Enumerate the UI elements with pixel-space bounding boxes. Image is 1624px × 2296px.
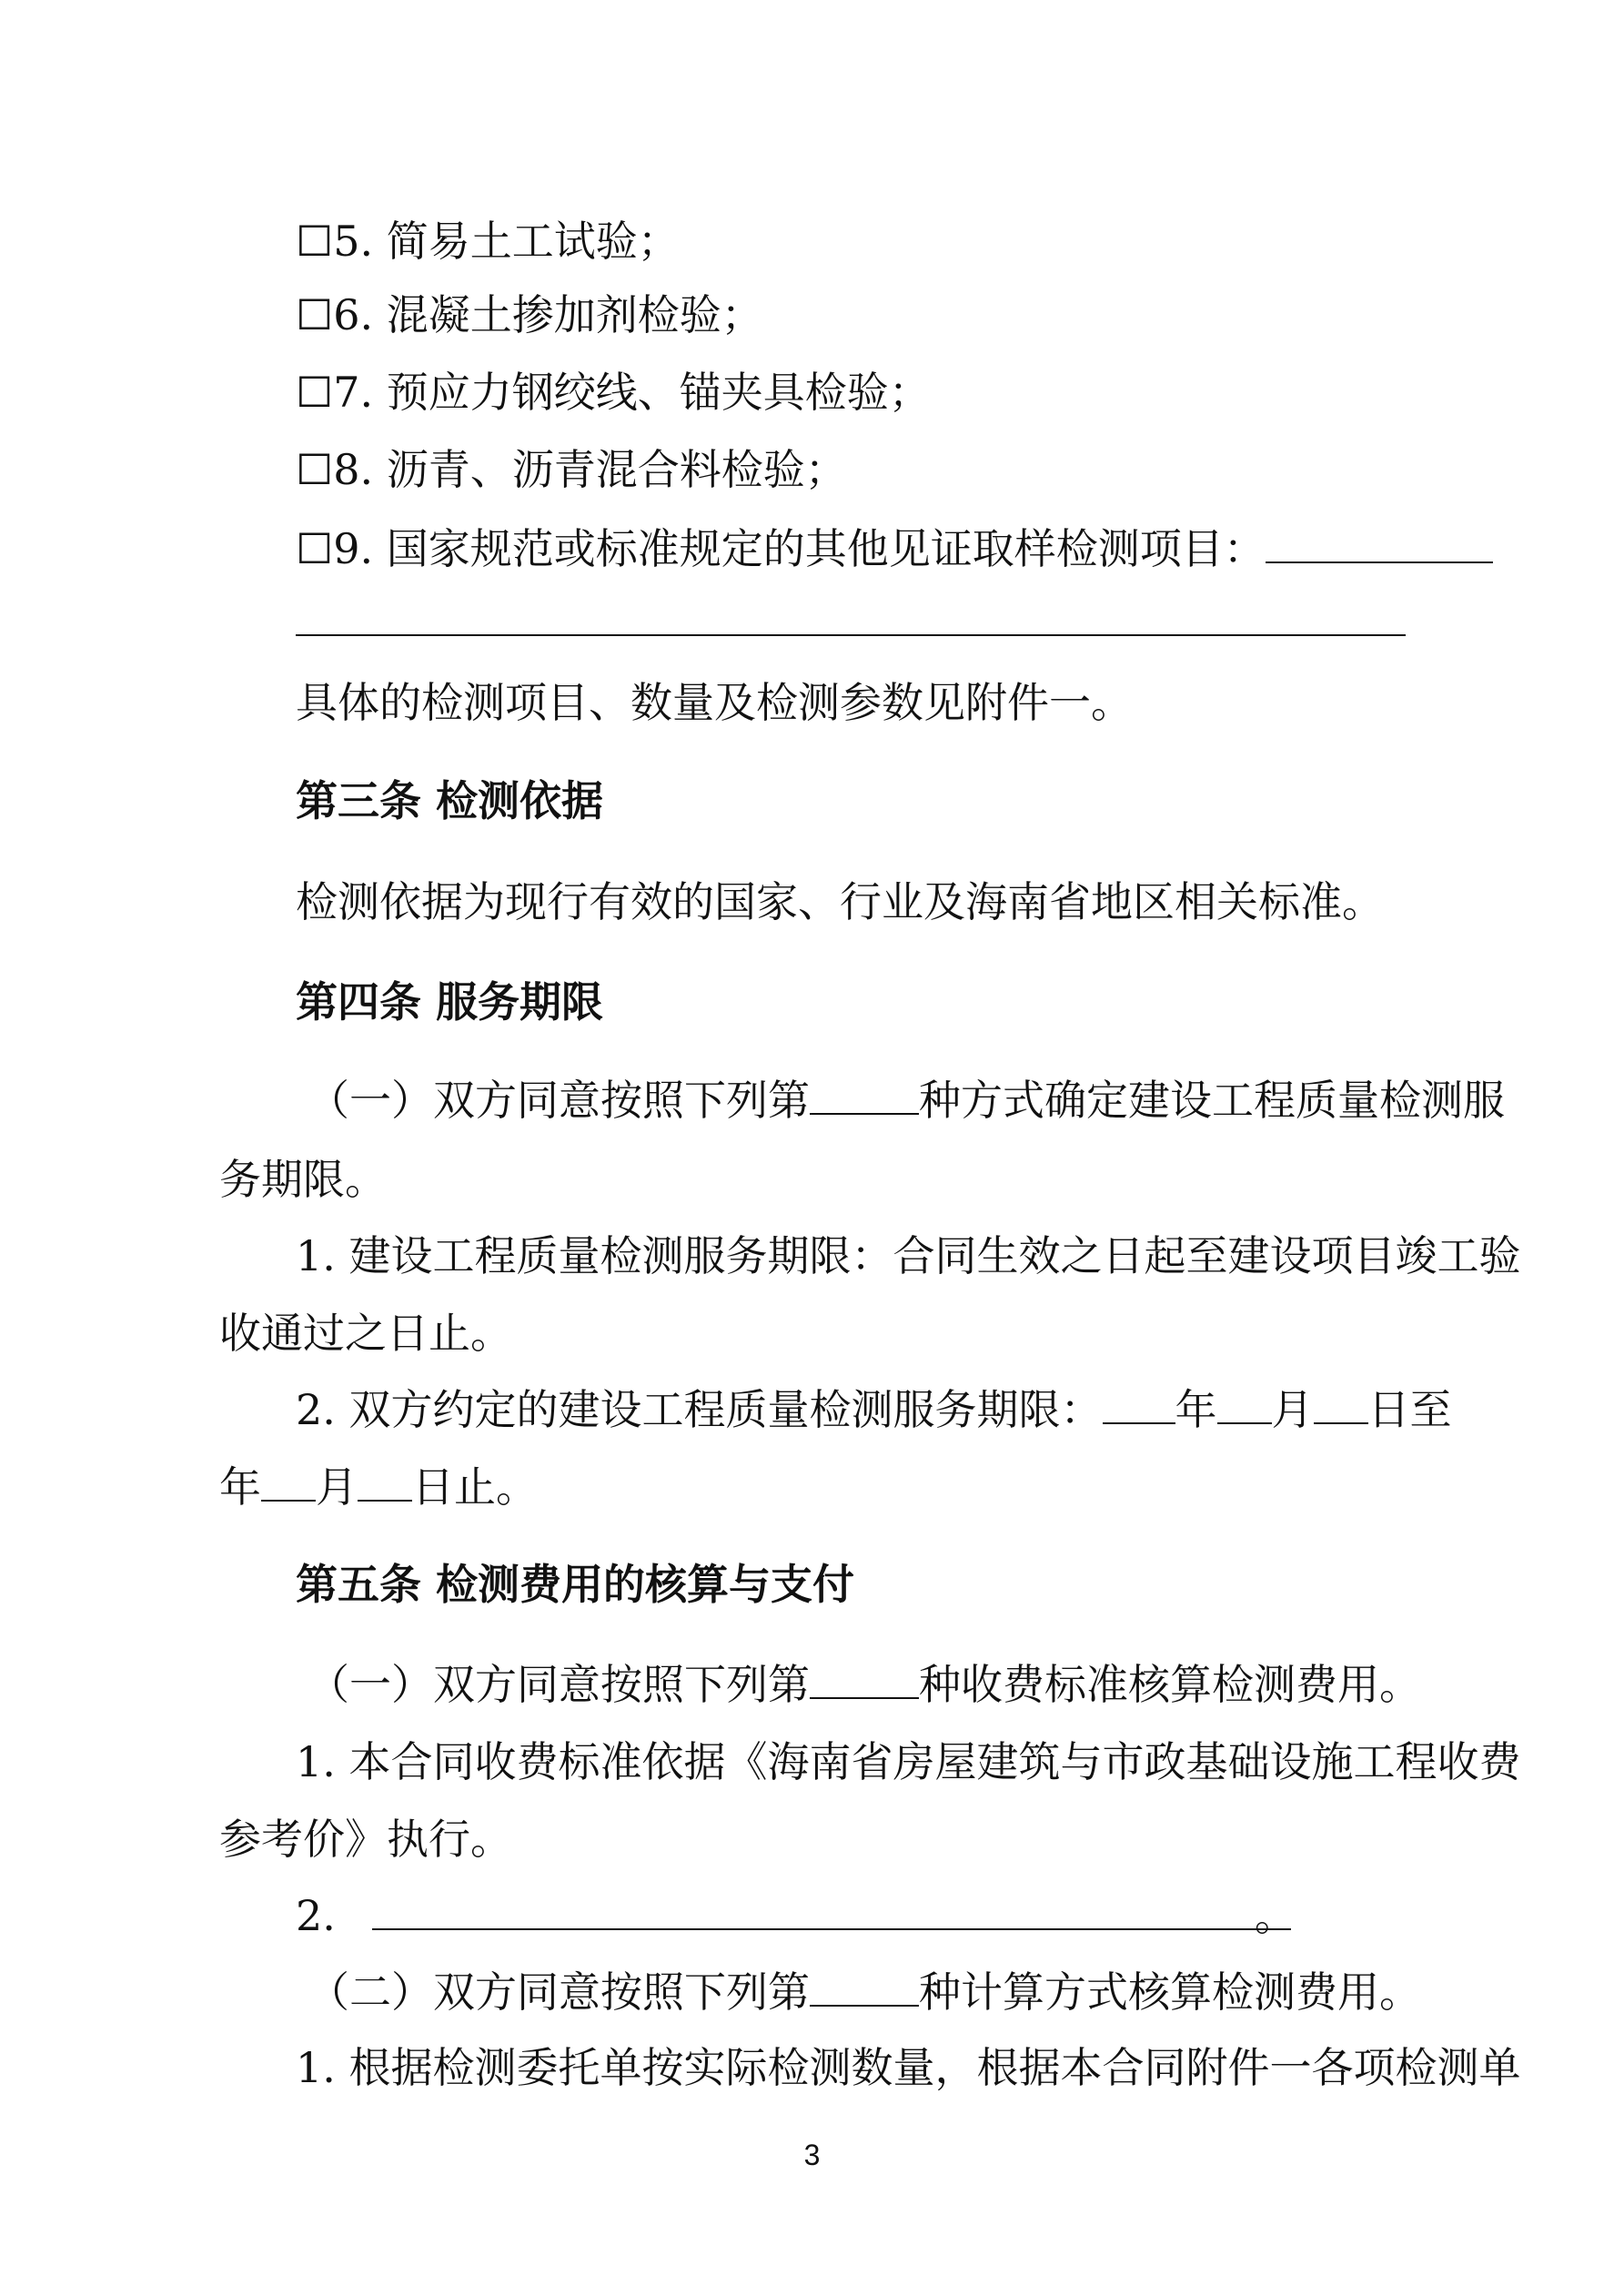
article5-p3 (296, 1890, 1296, 1941)
article4-p3-cont (219, 1462, 538, 1512)
text: （二）双方同意按照下列第 (308, 1967, 810, 2017)
text: 。 (1254, 1891, 1296, 1940)
text: 2. 双方约定的建设工程质量检测服务期限： (296, 1385, 1103, 1434)
text: 种计算方式核算检测费用。 (919, 1967, 1421, 2017)
blank-line (810, 1661, 919, 1699)
text: （一）双方同意按照下列第 (308, 1660, 810, 1709)
article4-title: 第四条 服务期限 (296, 977, 604, 1027)
article4-p1 (308, 1075, 1505, 1126)
checkbox-item-9 (296, 523, 1493, 574)
blank-month (261, 1463, 316, 1502)
article5-p4 (308, 1967, 1421, 2018)
text: 日止。 (412, 1462, 538, 1512)
text: 年 (219, 1462, 261, 1512)
article4-p1-cont: 务期限。 (219, 1155, 387, 1204)
checkbox-item-5: ☐5. 简易土工试验； (296, 217, 680, 266)
blank-line (372, 1892, 1291, 1930)
text: 种方式确定建设工程质量检测服 (919, 1076, 1505, 1125)
blank-line (1266, 525, 1493, 563)
checkbox-item-8: ☐8. 沥青、沥青混合料检验； (296, 445, 847, 494)
item-9-text: ☐9. 国家规范或标准规定的其他见证取样检测项目： (296, 524, 1266, 573)
article5-p2-cont: 参考价》执行。 (219, 1815, 512, 1864)
text: 日至 (1367, 1385, 1452, 1434)
text: （一）双方同意按照下列第 (308, 1076, 810, 1125)
article4-p2-cont: 收通过之日止。 (219, 1309, 512, 1358)
blank-line (810, 1077, 919, 1115)
article3-text: 检测依据为现行有效的国家、行业及海南省地区相关标准。 (296, 877, 1384, 926)
blank-full-line (296, 634, 1406, 636)
article4-p2: 1. 建设工程质量检测服务期限：合同生效之日起至建设项目竣工验 (296, 1231, 1521, 1280)
text: 月 (1271, 1385, 1314, 1434)
blank-day (358, 1463, 412, 1502)
checkbox-item-7: ☐7. 预应力钢绞线、锚夹具检验； (296, 368, 931, 417)
checkbox-item-6: ☐6. 混凝土掺加剂检验； (296, 290, 763, 339)
blank-day (1314, 1386, 1368, 1424)
blank-month (1217, 1386, 1272, 1424)
article5-p1 (308, 1659, 1421, 1710)
blank-line (810, 1968, 919, 2007)
blank-year (1103, 1386, 1175, 1424)
article5-p5: 1. 根据检测委托单按实际检测数量，根据本合同附件一各项检测单 (296, 2043, 1521, 2092)
article4-p3 (296, 1384, 1452, 1435)
article5-p2: 1. 本合同收费标准依据《海南省房屋建筑与市政基础设施工程收费 (296, 1737, 1521, 1786)
text: 种收费标准核算检测费用。 (919, 1660, 1421, 1709)
text: 年 (1175, 1385, 1217, 1434)
article5-title: 第五条 检测费用的核算与支付 (296, 1560, 855, 1609)
page-number: 3 (803, 2139, 821, 2171)
text: 2. (296, 1891, 336, 1940)
text: 月 (316, 1462, 358, 1512)
article3-title: 第三条 检测依据 (296, 776, 604, 825)
note: 具体的检测项目、数量及检测参数见附件一。 (296, 678, 1133, 727)
